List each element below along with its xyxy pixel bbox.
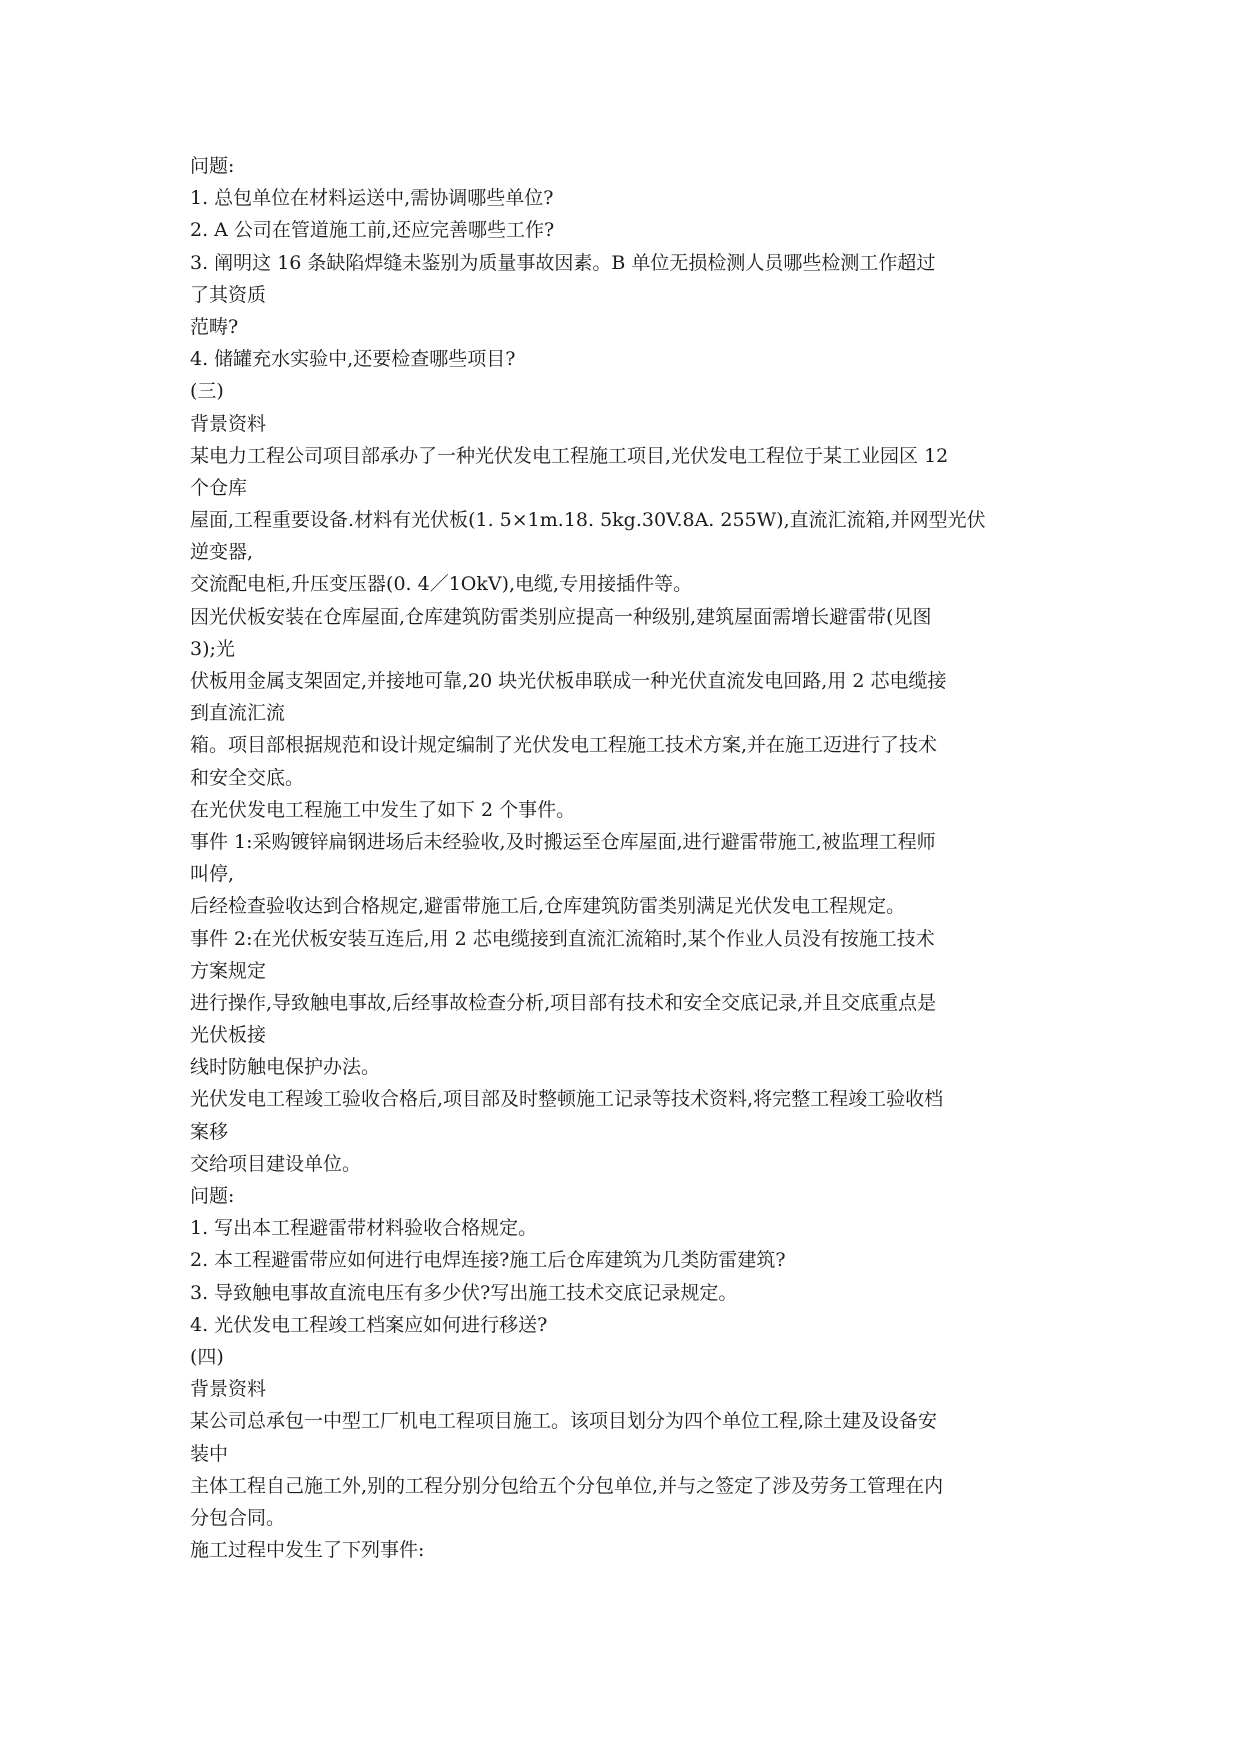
text-line: 交给项目建设单位。 bbox=[190, 1152, 362, 1175]
text-line: 背景资料 bbox=[190, 412, 267, 435]
text-line: 交流配电柜,升压变压器(0. 4／1OkV),电缆,专用接插件等。 bbox=[190, 573, 693, 596]
text-line: 伏板用金属支架固定,并接地可靠,20 块光伏板串联成一种光伏直流发电回路,用 2 芯电缆接 bbox=[190, 670, 947, 692]
text-line: 案移 bbox=[190, 1120, 229, 1143]
text-line: 事件 2:在光伏板安装互连后,用 2 芯电缆接到直流汇流箱时,某个作业人员没有按施工技术 bbox=[190, 927, 935, 950]
text-line: 事件 1:采购镀锌扁钢进场后未经验收,及时搬运至仓库屋面,进行避雷带施工,被监理工程师 bbox=[190, 830, 936, 853]
text-line: 4. 储罐充水实验中,还要检查哪些项目? bbox=[190, 348, 516, 371]
text-line: 2. A 公司在管道施工前,还应完善哪些工作? bbox=[190, 219, 555, 242]
text-line: 分包合同。 bbox=[190, 1506, 286, 1529]
document-text bbox=[190, 150, 1070, 1566]
text-line: 装中 bbox=[190, 1442, 229, 1465]
text-line: 主体工程自己施工外,别的工程分别分包给五个分包单位,并与之签定了涉及劳务工管理在内 bbox=[190, 1474, 944, 1497]
text-line: 屋面,工程重要设备.材料有光伏板(1. 5×1m.18. 5kg.30V.8A. 255W),直流汇流箱,并网型光伏 bbox=[190, 509, 986, 532]
text-line: 方案规定 bbox=[190, 959, 267, 982]
text-line: 和安全交底。 bbox=[190, 766, 305, 789]
text-line: (四) bbox=[190, 1345, 224, 1368]
text-line: 箱。项目部根据规范和设计规定编制了光伏发电工程施工技术方案,并在施工迈进行了技术 bbox=[190, 734, 938, 757]
text-line: 施工过程中发生了下列事件: bbox=[190, 1539, 425, 1562]
text-line: 在光伏发电工程施工中发生了如下 2 个事件。 bbox=[190, 798, 576, 821]
text-line: 范畴? bbox=[190, 315, 239, 338]
text-line: 4. 光伏发电工程竣工档案应如何进行移送? bbox=[190, 1313, 548, 1336]
text-line: 到直流汇流 bbox=[190, 702, 286, 725]
text-line: 光伏发电工程竣工验收合格后,项目部及时整顿施工记录等技术资料,将完整工程竣工验收档 bbox=[190, 1088, 944, 1111]
text-line: 进行操作,导致触电事故,后经事故检查分析,项目部有技术和安全交底记录,并且交底重点是 bbox=[190, 991, 937, 1014]
text-line: 逆变器, bbox=[190, 541, 254, 564]
text-line: 某电力工程公司项目部承办了一种光伏发电工程施工项目,光伏发电工程位于某工业园区 12 bbox=[190, 444, 949, 467]
text-line: 叫停, bbox=[190, 863, 235, 886]
text-line: 光伏板接 bbox=[190, 1024, 267, 1047]
text-line: 1. 总包单位在材料运送中,需协调哪些单位? bbox=[190, 187, 554, 210]
text-line: 某公司总承包一中型工厂机电工程项目施工。该项目划分为四个单位工程,除土建及设备安 bbox=[190, 1410, 938, 1433]
text-line: 线时防触电保护办法。 bbox=[190, 1056, 381, 1079]
text-line: 1. 写出本工程避雷带材料验收合格规定。 bbox=[190, 1217, 538, 1240]
text-line: 3);光 bbox=[190, 637, 235, 660]
text-line: 问题: bbox=[190, 1185, 235, 1207]
text-line: 背景资料 bbox=[190, 1378, 267, 1401]
text-line: 了其资质 bbox=[190, 283, 267, 306]
text-line: 问题: bbox=[190, 155, 235, 177]
text-line: 后经检查验收达到合格规定,避雷带施工后,仓库建筑防雷类别满足光伏发电工程规定。 bbox=[190, 895, 906, 918]
text-line: 3. 导致触电事故直流电压有多少伏?写出施工技术交底记录规定。 bbox=[190, 1281, 738, 1304]
text-line: 因光伏板安装在仓库屋面,仓库建筑防雷类别应提高一种级别,建筑屋面需增长避雷带(见图 bbox=[190, 605, 932, 628]
text-line: (三) bbox=[190, 380, 224, 403]
text-line: 个仓库 bbox=[190, 476, 248, 499]
text-line: 2. 本工程避雷带应如何进行电焊连接?施工后仓库建筑为几类防雷建筑? bbox=[190, 1249, 786, 1272]
text-line: 3. 阐明这 16 条缺陷焊缝未鉴别为质量事故因素。B 单位无损检测人员哪些检测工作超过 bbox=[190, 251, 936, 274]
